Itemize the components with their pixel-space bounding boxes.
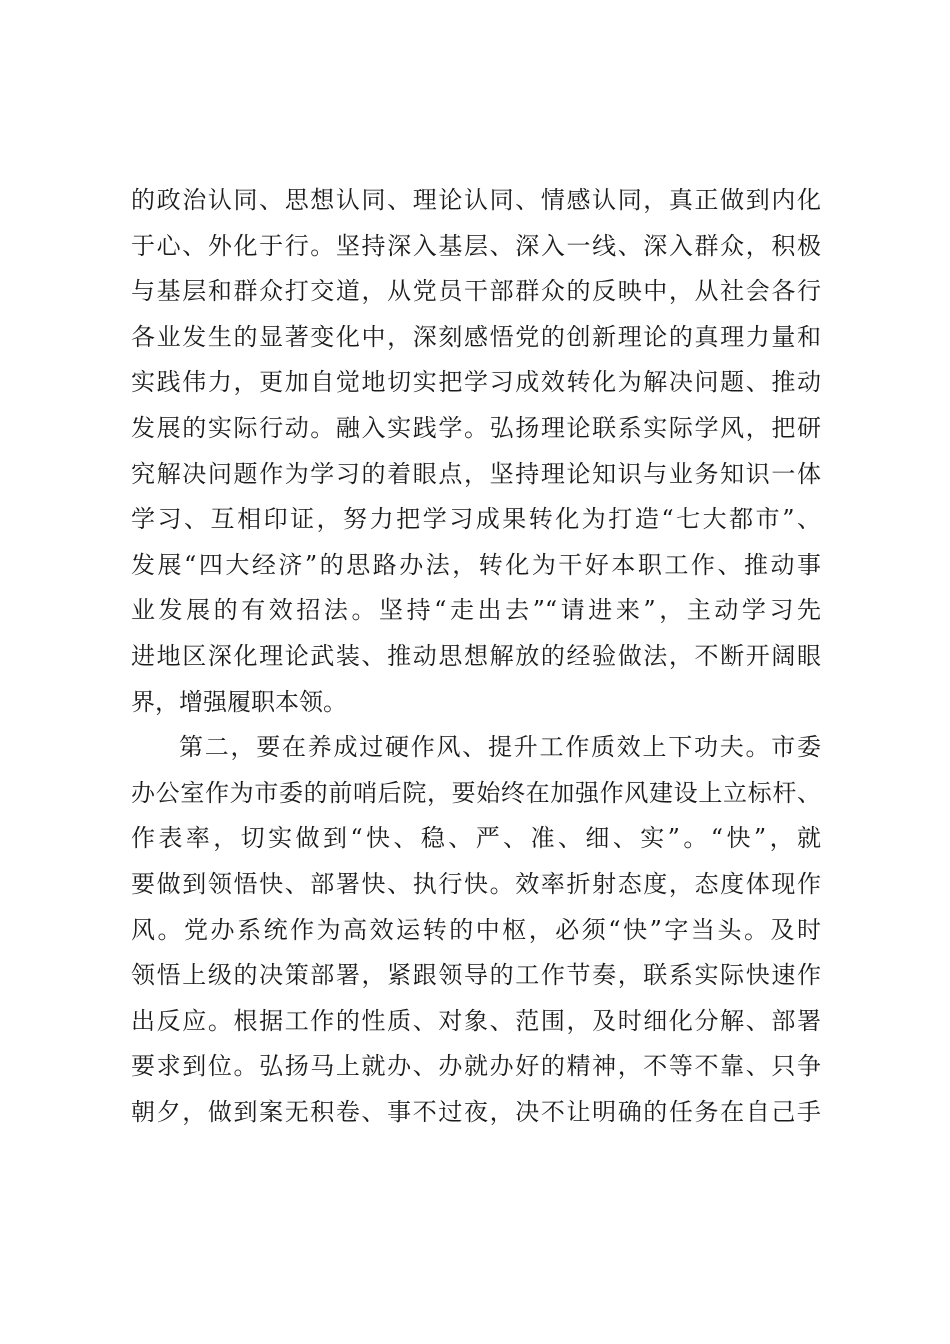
text-line: 出反应。根据工作的性质、对象、范围，及时细化分解、部署 [131,1006,821,1035]
text-line: 学习、互相印证，努力把学习成果转化为打造“七大都市”、 [131,505,821,534]
text-line: 于心、外化于行。坚持深入基层、深入一线、深入群众，积极 [131,231,821,260]
text-line: 风。党办系统作为高效运转的中枢，必须“快”字当头。及时 [131,915,821,944]
text-line: 实践伟力，更加自觉地切实把学习成效转化为解决问题、推动 [131,368,821,397]
text-line: 第二，要在养成过硬作风、提升工作质效上下功夫。市委 [179,733,821,762]
text-line: 要求到位。弘扬马上就办、办就办好的精神，不等不靠、只争 [131,1052,821,1081]
text-line: 发展的实际行动。融入实践学。弘扬理论联系实际学风，把研 [131,413,821,442]
text-line: 各业发生的显著变化中，深刻感悟党的创新理论的真理力量和 [131,322,821,351]
body-text [131,178,821,1135]
text-line: 业发展的有效招法。坚持“走出去”“请进来”，主动学习先 [131,596,821,625]
paragraph-1 [131,178,821,725]
text-line: 与基层和群众打交道，从党员干部群众的反映中，从社会各行 [131,277,821,306]
text-line: 要做到领悟快、部署快、执行快。效率折射态度，态度体现作 [131,869,821,898]
text-line: 界，增强履职本领。 [131,687,347,716]
text-line: 的政治认同、思想认同、理论认同、情感认同，真正做到内化 [131,186,821,214]
paragraph-2 [131,725,821,1135]
text-line: 领悟上级的决策部署，紧跟领导的工作节奏，联系实际快速作 [131,961,821,990]
text-line: 办公室作为市委的前哨后院，要始终在加强作风建设上立标杆、 [131,778,821,807]
text-line: 进地区深化理论武装、推动思想解放的经验做法，不断开阔眼 [131,641,821,670]
text-line: 作表率，切实做到“快、稳、严、准、细、实”。“快”，就 [131,824,821,853]
text-line: 发展“四大经济”的思路办法，转化为干好本职工作、推动事 [131,550,821,579]
text-line: 朝夕，做到案无积卷、事不过夜，决不让明确的任务在自己手 [131,1097,821,1126]
text-line: 究解决问题作为学习的着眼点，坚持理论知识与业务知识一体 [131,459,821,488]
